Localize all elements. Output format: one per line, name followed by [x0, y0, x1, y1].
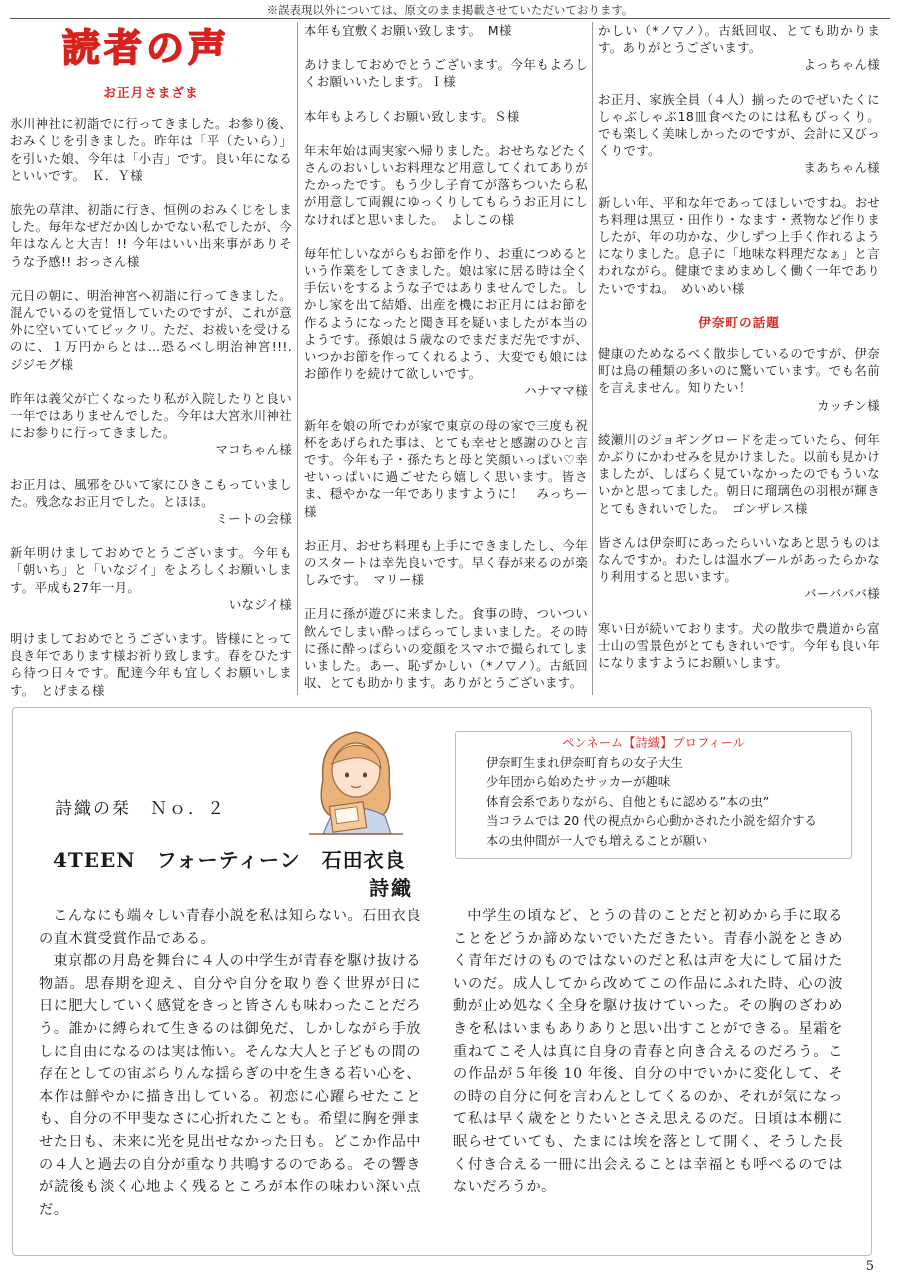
reader-post — [304, 108, 588, 125]
post-text: 正月に孫が遊びに来ました。食事の時、ついつい飲んでしまい酔っぱらってしまいました。その時に孫に酔っぱらいの変顔をスマホで撮られてしまいました。あー、恥ずかしい（*ノ▽ノ）。古紙回収、とても助かります。ありがとうございます。 — [304, 606, 588, 691]
section-heading-town: 伊奈町の話題 — [698, 314, 780, 330]
post-text: かしい（*ノ▽ノ）。古紙回収、とても助かります。ありがとうございます。 — [598, 23, 880, 56]
profile-title: ペンネーム【詩織】プロフィール — [562, 736, 745, 750]
review-text-right — [453, 905, 843, 1199]
reader-post — [598, 194, 880, 297]
post-signature: まあちゃん様 — [803, 160, 880, 176]
post-text: 健康のためなるべく散歩しているのですが、伊奈町は鳥の種類の多いのに驚いています。でも名前を言えません。知りたい！ — [598, 346, 880, 396]
post-signature: よっちゃん様 — [803, 57, 880, 73]
column-3 — [598, 22, 880, 697]
column-1 — [10, 22, 318, 698]
reader-post — [304, 142, 588, 228]
reader-post — [598, 345, 880, 414]
profile-item: 少年団から始めたサッカーが趣味 — [486, 775, 671, 789]
reader-post — [10, 476, 292, 528]
post-text: あけましておめでとうございます。今年もよろしくお願いいたします。Ｉ様 — [304, 57, 588, 90]
reader-post — [304, 22, 588, 39]
reader-post — [598, 22, 880, 74]
post-text: 明けましておめでとうございます。皆様にとって良き年であります様お祈り致します。春をひたすら待つ日々です。配達今年も宜しくお願いします。 とげまる様 — [10, 631, 292, 698]
post-signature: マコちゃん様 — [215, 442, 292, 458]
book-title: 4TEEN フォーティーン 石田衣良 — [53, 848, 406, 872]
page-number: 5 — [865, 1259, 874, 1274]
series-title: 詩織の栞 Ｎｏ．２ — [55, 799, 226, 819]
post-text: 本年もよろしくお願い致します。Ｓ様 — [304, 108, 520, 124]
post-text: 元日の朝に、明治神宮へ初詣に行ってきました。混んでいるのを覚悟していたのですが、これが意外に空いていてビックリ。ただ、お祓いを受けるのに、１万円からとは…恐るべし明治神宮!!!. ジジモグ様 — [10, 287, 318, 372]
post-text: 新年を娘の所でわが家で東京の母の家で三度も祝杯をあげられた事は、とても幸せと感謝のひと言です。今年も子・孫たちと母と笑顔いっぱい♡幸せいっぱいに過ごせたら嬉しく思います。皆さま、穏やかな一年でありますように！ みっちー様 — [304, 417, 588, 519]
reader-posts — [304, 22, 588, 692]
reader-post — [304, 56, 588, 90]
profile-item: 伊奈町生まれ伊奈町育ちの女子大生 — [486, 755, 683, 770]
reader-post — [598, 534, 880, 603]
post-text: お正月、家族全員（４人）揃ったのでぜいたくにしゃぶしゃぶ18皿食べたのには私もびっくり。でも楽しく美味しかったのですが、会計に又びっくりです。 — [598, 91, 880, 159]
column-divider — [297, 22, 298, 695]
review-text-left — [39, 905, 421, 1221]
post-text: 氷川神社に初詣でに行ってきました。お参り後、おみくじを引きました。昨年は「平（たいら）」を引いた娘、今年は「小吉」です。良い年になるといいです。 Ｋ．Ｙ様 — [10, 116, 292, 183]
girl-reading-illustration — [301, 720, 411, 838]
post-text: お正月、おせち料理も上手にできましたし、今年のスタートは幸先良いです。早く春が来るのが楽しみです。 マリー様 — [304, 537, 588, 588]
review-paragraph: こんなにも端々しい青春小説を私は知らない。石田衣良の直木賞受賞作品である。 — [39, 908, 421, 947]
reader-posts — [598, 91, 880, 297]
post-text: 綾瀬川のジョギングロードを走っていたら、何年かぶりにかわせみを見かけました。以前も見かけましたが、しばらく見ていなかったのでもういないかと思ってました。朝日に瑠璃色の羽根が輝きとてもきれいでした。 ゴンザレス様 — [598, 431, 880, 516]
post-signature: いなジイ様 — [228, 596, 292, 612]
profile-item: 体育会系でありながら、自他ともに認める”本の虫” — [486, 794, 770, 809]
reader-post — [304, 245, 588, 400]
reader-posts — [10, 115, 318, 699]
profile-list — [456, 754, 851, 852]
review-paragraph: 中学生の頃など、とうの昔のことだと初めから手に取ることをどうか諦めないでいただきたい。青春小説をときめく青年だけのものではないのだと私は声を大にして届けたいのだ。成人してから改めてこの作品にふれた時、心の波動が止め処なく全身を駆け抜けていった。その胸のざわめきを私はいまもありありと思い出すことができる。星霜を重ねてこそ人は真に自身の青春と向き合えるのだろう。この作品が５年後 10 年後、自分の中でいかに変化して、その時の自分に何を言わんとしてくるのか、それが気になって私は早く歳をとりたいとさえ思えるのだ。日頃は本棚に眠らせていても、たまには埃を落として開く、そうした長く付き合える一冊に出会えることは幸福とも呼べるのではないだろうか。 — [453, 908, 843, 1196]
post-text: お正月は、風邪をひいて家にひきこもっていました。残念なお正月でした。とほほ。 — [10, 476, 292, 509]
post-text: 昨年は義父が亡くなったり私が入院したりと良い一年ではありませんでした。今年は大宮氷川神社にお参りに行ってきました。 — [10, 390, 292, 441]
post-text: 寒い日が続いております。犬の散歩で農道から富士山の雪景色がとてもきれいです。今年も良い年になりますようにお願いします。 — [598, 620, 880, 671]
post-text: 年末年始は両実家へ帰りました。おせちなどたくさんのおいしいお料理など用意してくれてありがたかったです。もう少し子育てが落ちついたら私が用意して両親にゆっくりしてもらうお正月にしなければと思いました。 よしこの様 — [304, 142, 588, 227]
reader-post — [10, 201, 292, 270]
section-heading-new-year: お正月さまざま — [103, 85, 199, 100]
reader-post — [598, 431, 880, 517]
profile-item: 本の虫仲間が一人でも増えることが願い — [486, 833, 708, 848]
reader-post — [10, 630, 292, 699]
review-paragraph: 東京都の月島を舞台に４人の中学生が青春を駆け抜ける物語。思春期を迎え、自分や自分を取り巻く世界が日に日に肥大していく感覚をきっと皆さんも味わったことだろう。誰かに縛られて生きるのは御免だ、しかしながら手放しに自由になるのは実は怖い。そんな大人と子どもの間の存在としての宙ぶらりんな揺らぎの中を生きる若い心を、本作は鮮やかに描き出している。初恋に心躍らせたことも、自分の不甲斐なさに心折れたことも。希望に胸を弾ませた日も、未来に光を見出せなかった日も。どこか作品中の４人と過去の自分が重なり共鳴するのである。その響きが読後も淡く心地よく残るところが本作の味わい深い点だ。 — [39, 953, 421, 1218]
column-2 — [304, 22, 588, 697]
column-divider — [592, 22, 593, 695]
profile-item: 当コラムでは 20 代の視点から心動かされた小説を紹介する — [486, 814, 817, 828]
post-text: 新しい年、平和な年であってほしいですね。おせち料理は黒豆・田作り・なます・煮物など作りましたが、年の功かな、少しずつ上手く作れるようになりました。息子に「地味な料理だなぁ」と言われながら。健康でまめまめしく働く一年でありたいですね。 めいめい様 — [598, 194, 880, 296]
reader-post — [10, 544, 292, 613]
post-text: 本年も宜敷くお願い致します。 M様 — [304, 23, 512, 38]
book-column-box — [12, 707, 872, 1256]
profile-box — [455, 731, 852, 859]
reader-post — [304, 605, 588, 691]
post-text: 旅先の草津、初詣に行き、恒例のおみくじをしました。毎年なぜだか凶しかでない私でしたが、今年はなんと大吉！!! 今年はいい出来事がありそうな予感!! おっさん様 — [10, 202, 292, 269]
reader-post — [10, 287, 318, 373]
reader-posts — [598, 345, 880, 671]
column-author: 詩織 — [369, 876, 413, 900]
reader-post — [10, 390, 292, 459]
post-signature: バーバババ様 — [804, 586, 880, 602]
post-text: 皆さんは伊奈町にあったらいいなあと思うものはなんですか。わたしは温水プールがあったらかなり利用すると思います。 — [598, 534, 880, 585]
post-text: 新年明けましておめでとうございます。今年も「朝いち」と「いなジイ」をよろしくお願いします。平成も27年一月。 — [10, 545, 292, 595]
masthead-title: 読者の声 — [62, 26, 231, 70]
post-text: 毎年忙しいながらもお節を作り、お重につめるという作業をしてきました。娘は家に居る時は全く手伝いをするような子ではありませんでした。しかし家を出て結婚、出産を機にお正月にはお節を作るようになったと聞き耳を疑いましたが本当のようです。孫娘は５歳なのでまだまだ先ですが、いつかお節を作ってくれるよう、大変でも娘にはお節作りを続けて欲しいです。 — [304, 245, 588, 382]
editorial-notice: ※誤表現以外については、原文のまま掲載させていただいております。 — [266, 3, 634, 17]
post-signature: ミートの会様 — [215, 511, 292, 527]
post-signature: カッチン様 — [817, 397, 880, 413]
reader-post — [304, 537, 588, 589]
reader-post — [10, 115, 292, 184]
reader-post — [598, 620, 880, 672]
header-rule — [10, 18, 890, 19]
post-signature: ハナママ様 — [524, 383, 588, 399]
reader-post — [598, 91, 880, 177]
reader-post — [304, 417, 588, 520]
